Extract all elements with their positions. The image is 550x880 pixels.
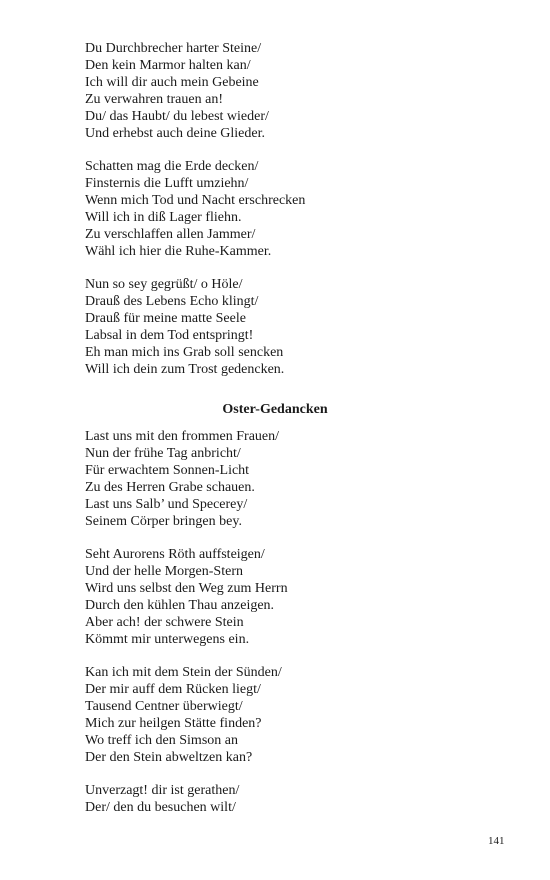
verse-line: Mich zur heilgen Stätte finden? [85, 715, 262, 731]
verse-line: Der den Stein abweltzen kan? [85, 749, 253, 765]
verse-line: Last uns Salb’ und Specerey/ [85, 496, 248, 512]
verse-line: Wähl ich hier die Ruhe-Kammer. [85, 243, 272, 259]
verse-line: Nun der frühe Tag anbricht/ [85, 445, 241, 461]
verse-line: Wenn mich Tod und Nacht erschrecken [85, 192, 306, 208]
verse-line: Den kein Marmor halten kan/ [85, 57, 251, 73]
stanza-7 [85, 783, 239, 817]
verse-line: Wird uns selbst den Weg zum Herrn [85, 580, 288, 596]
verse-line: Will ich dein zum Trost gedencken. [85, 361, 285, 377]
verse-line: Schatten mag die Erde decken/ [85, 159, 259, 174]
stanza-6 [85, 665, 282, 766]
verse-line: Aber ach! der schwere Stein [85, 614, 244, 630]
verse-line: Der/ den du besuchen wilt/ [85, 799, 236, 815]
verse-line: Eh man mich ins Grab soll sencken [85, 344, 284, 360]
verse-line: Seinem Cörper bringen bey. [85, 513, 242, 529]
verse-line: Drauß für meine matte Seele [85, 310, 246, 326]
verse-line: Last uns mit den frommen Frauen/ [85, 429, 280, 444]
verse-line: Kan ich mit dem Stein der Sünden/ [85, 665, 282, 680]
stanza-3 [85, 277, 284, 378]
verse-line: Zu verwahren trauen an! [85, 91, 223, 107]
stanza-5 [85, 547, 288, 648]
verse-line: Tausend Centner überwiegt/ [85, 698, 243, 714]
verse-line: Durch den kühlen Thau anzeigen. [85, 597, 275, 613]
verse-line: Kömmt mir unterwegens ein. [85, 631, 250, 647]
page-number: 141 [488, 835, 505, 847]
verse-line: Drauß des Lebens Echo klingt/ [85, 293, 259, 309]
verse-line: Labsal in dem Tod entspringt! [85, 327, 254, 343]
verse-line: Ich will dir auch mein Gebeine [85, 74, 259, 90]
verse-line: Und erhebst auch deine Glieder. [85, 125, 265, 141]
verse-line: Wo treff ich den Simson an [85, 732, 238, 748]
stanza-1 [85, 41, 269, 142]
verse-line: Du Durchbrecher harter Steine/ [85, 41, 262, 56]
verse-line: Will ich in diß Lager fliehn. [85, 209, 242, 225]
verse-line: Zu verschlaffen allen Jammer/ [85, 226, 256, 242]
verse-line: Zu des Herren Grabe schauen. [85, 479, 255, 495]
verse-line: Unverzagt! dir ist gerathen/ [85, 783, 240, 798]
stanza-4 [85, 429, 279, 530]
verse-line: Seht Aurorens Röth auffsteigen/ [85, 547, 265, 562]
stanza-2 [85, 159, 305, 260]
verse-line: Für erwachtem Sonnen-Licht [85, 462, 250, 478]
verse-line: Und der helle Morgen-Stern [85, 563, 243, 579]
poem-title: Oster-Gedancken [222, 402, 328, 417]
verse-line: Finsternis die Lufft umziehn/ [85, 175, 249, 191]
verse-line: Nun so sey gegrüßt/ o Höle/ [85, 277, 243, 292]
verse-line: Du/ das Haubt/ du lebest wieder/ [85, 108, 269, 124]
verse-line: Der mir auff dem Rücken liegt/ [85, 681, 261, 697]
